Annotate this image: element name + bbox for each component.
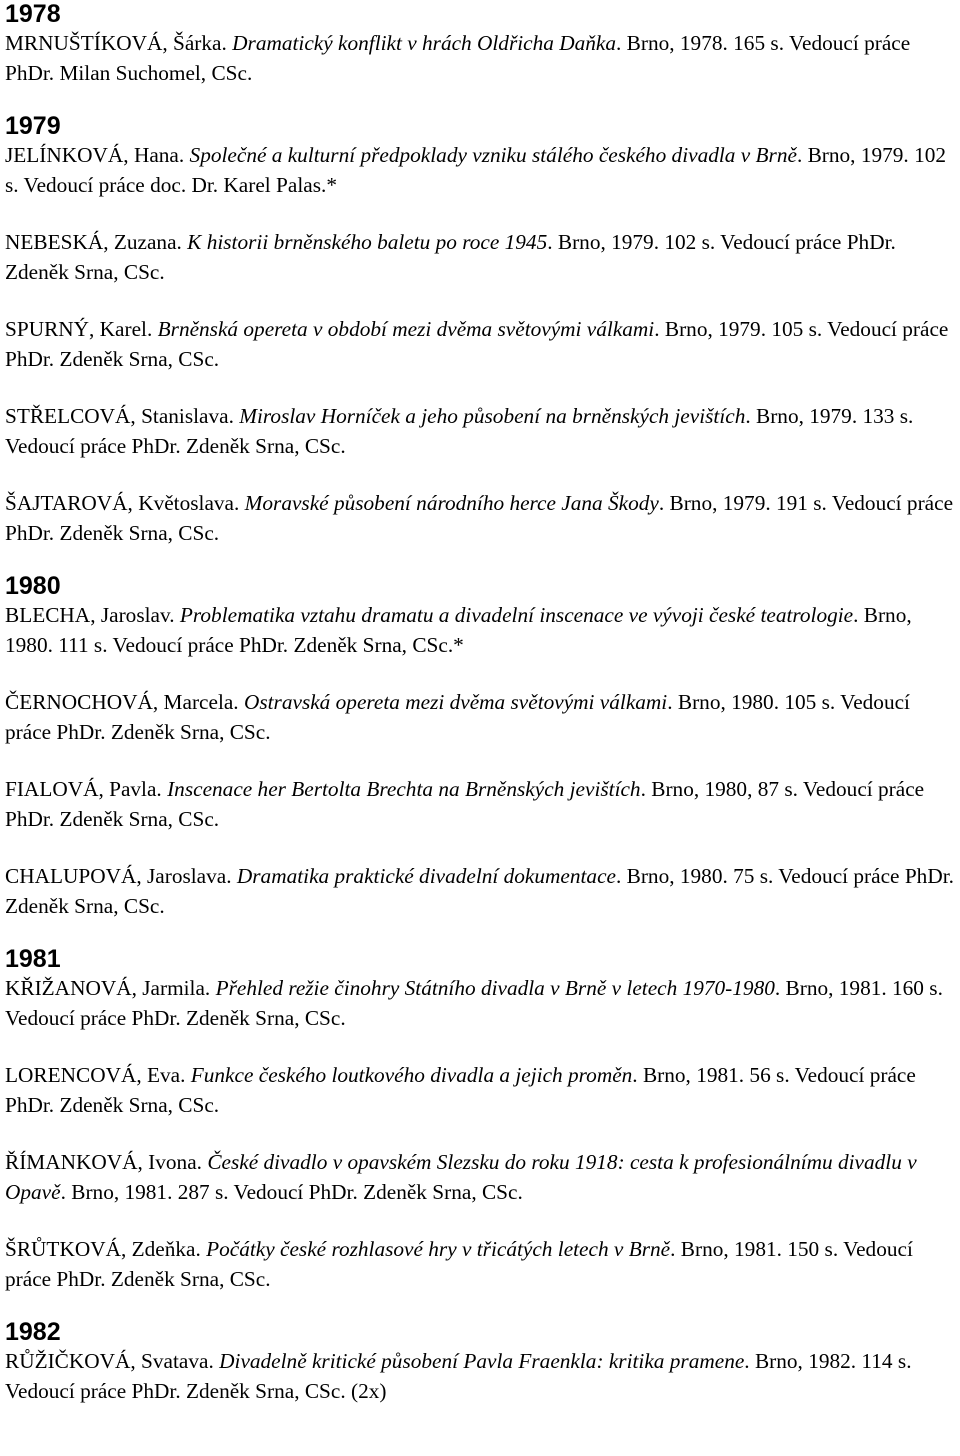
entry-author: ČERNOCHOVÁ, Marcela. <box>5 690 239 714</box>
entry-details: . Brno, 1982. 114 s. Vedoucí práce PhDr. Zdeněk Srna, CSc. (2x) <box>5 1349 912 1403</box>
bibliography-entry <box>5 1061 955 1120</box>
entry-details: . Brno, 1978. 165 s. Vedoucí práce PhDr. Milan Suchomel, CSc. <box>5 31 911 85</box>
entry-title: Inscenace her Bertolta Brechta na Brněnských jevištích <box>167 777 641 801</box>
entry-author: BLECHA, Jaroslav. <box>5 603 175 627</box>
entry-details: . Brno, 1979. 133 s. Vedoucí práce PhDr. Zdeněk Srna, CSc. <box>5 404 914 458</box>
entry-title: Divadelně kritické působení Pavla Fraenkla: kritika pramene <box>219 1349 745 1373</box>
entry-details: . Brno, 1981. 150 s. Vedoucí práce PhDr. Zdeněk Srna, CSc. <box>5 1237 913 1291</box>
entry-title: Funkce českého loutkového divadla a jejich proměn <box>190 1063 633 1087</box>
entry-details: . Brno, 1980. 75 s. Vedoucí práce PhDr. Zdeněk Srna, CSc. <box>5 864 954 918</box>
entry-details: . Brno, 1979. 102 s. Vedoucí práce doc. Dr. Karel Palas.* <box>5 143 947 197</box>
entry-details: . Brno, 1981. 56 s. Vedoucí práce PhDr. Zdeněk Srna, CSc. <box>5 1063 916 1117</box>
entry-title: Moravské působení národního herce Jana Škody <box>244 491 659 515</box>
year-section-1980 <box>5 572 955 921</box>
bibliography-entry <box>5 228 955 287</box>
entry-title: Dramatika praktické divadelní dokumentace <box>236 864 616 888</box>
entry-details: . Brno, 1979. 105 s. Vedoucí práce PhDr. Zdeněk Srna, CSc. <box>5 317 949 371</box>
entry-details: . Brno, 1979. 102 s. Vedoucí práce PhDr. Zdeněk Srna, CSc. <box>5 230 896 284</box>
bibliography-entry <box>5 29 955 88</box>
year-section-1982 <box>5 1318 955 1406</box>
bibliography-entry <box>5 141 955 200</box>
entry-details: . Brno, 1980. 111 s. Vedoucí práce PhDr. Zdeněk Srna, CSc.* <box>5 603 912 657</box>
entry-title: Přehled režie činohry Státního divadla v Brně v letech 1970-1980 <box>215 976 775 1000</box>
entry-details: . Brno, 1981. 287 s. Vedoucí PhDr. Zdeněk Srna, CSc. <box>60 1179 523 1204</box>
entry-author: ŘÍMANKOVÁ, Ivona. <box>5 1150 202 1174</box>
entry-author: LORENCOVÁ, Eva. <box>5 1063 186 1087</box>
entry-author: ŠRŮTKOVÁ, Zdeňka. <box>5 1237 201 1261</box>
bibliography-entry <box>5 1347 955 1406</box>
entry-author: RŮŽIČKOVÁ, Svatava. <box>5 1349 214 1373</box>
year-section-1978 <box>5 0 955 88</box>
bibliography-entry <box>5 1148 955 1207</box>
entry-title: K historii brněnského baletu po roce 1945 <box>187 230 548 254</box>
entry-author: NEBESKÁ, Zuzana. <box>5 230 182 254</box>
bibliography-entry <box>5 688 955 747</box>
entry-author: CHALUPOVÁ, Jaroslava. <box>5 864 232 888</box>
entry-title: Miroslav Horníček a jeho působení na brněnských jevištích <box>239 404 746 428</box>
bibliography-entry <box>5 974 955 1033</box>
bibliography-list <box>5 0 955 1434</box>
entry-author: FIALOVÁ, Pavla. <box>5 777 162 801</box>
bibliography-entry <box>5 775 955 834</box>
bibliography-entry <box>5 1235 955 1294</box>
entry-details: . Brno, 1981. 160 s. Vedoucí práce PhDr. Zdeněk Srna, CSc. <box>5 976 943 1030</box>
entry-author: JELÍNKOVÁ, Hana. <box>5 143 185 167</box>
entry-title: České divadlo v opavském Slezsku do roku 1918: cesta k profesionálnímu divadlu v Opavě <box>5 1150 917 1204</box>
year-heading: 1981 <box>5 945 61 973</box>
entry-details: . Brno, 1980, 87 s. Vedoucí práce PhDr. Zdeněk Srna, CSc. <box>5 777 925 831</box>
entry-title: Ostravská opereta mezi dvěma světovými válkami <box>243 690 668 714</box>
entry-title: Dramatický konflikt v hrách Oldřicha Daňka <box>232 31 617 55</box>
bibliography-entry <box>5 862 955 921</box>
entry-title: Společné a kulturní předpoklady vzniku stálého českého divadla v Brně <box>189 143 797 167</box>
entry-author: MRNUŠTÍKOVÁ, Šárka. <box>5 31 227 55</box>
year-heading: 1978 <box>5 0 61 28</box>
year-section-1979 <box>5 112 955 548</box>
bibliography-entry <box>5 489 955 548</box>
bibliography-entry <box>5 402 955 461</box>
entry-title: Počátky české rozhlasové hry v třicátých letech v Brně <box>206 1237 671 1261</box>
bibliography-entry <box>5 601 955 660</box>
entry-details: . Brno, 1979. 191 s. Vedoucí práce PhDr. Zdeněk Srna, CSc. <box>5 491 954 545</box>
entry-author: SPURNÝ, Karel. <box>5 317 153 341</box>
year-heading: 1982 <box>5 1318 61 1346</box>
year-section-1981 <box>5 945 955 1294</box>
bibliography-entry <box>5 315 955 374</box>
entry-author: KŘIŽANOVÁ, Jarmila. <box>5 976 211 1000</box>
year-heading: 1980 <box>5 572 61 600</box>
entry-author: STŘELCOVÁ, Stanislava. <box>5 404 234 428</box>
entry-title: Brněnská opereta v období mezi dvěma světovými válkami <box>157 317 655 341</box>
entry-title: Problematika vztahu dramatu a divadelní inscenace ve vývoji české teatrologie <box>179 603 854 627</box>
entry-author: ŠAJTAROVÁ, Květoslava. <box>5 491 240 515</box>
entry-details: . Brno, 1980. 105 s. Vedoucí práce PhDr. Zdeněk Srna, CSc. <box>5 690 910 744</box>
year-heading: 1979 <box>5 112 61 140</box>
